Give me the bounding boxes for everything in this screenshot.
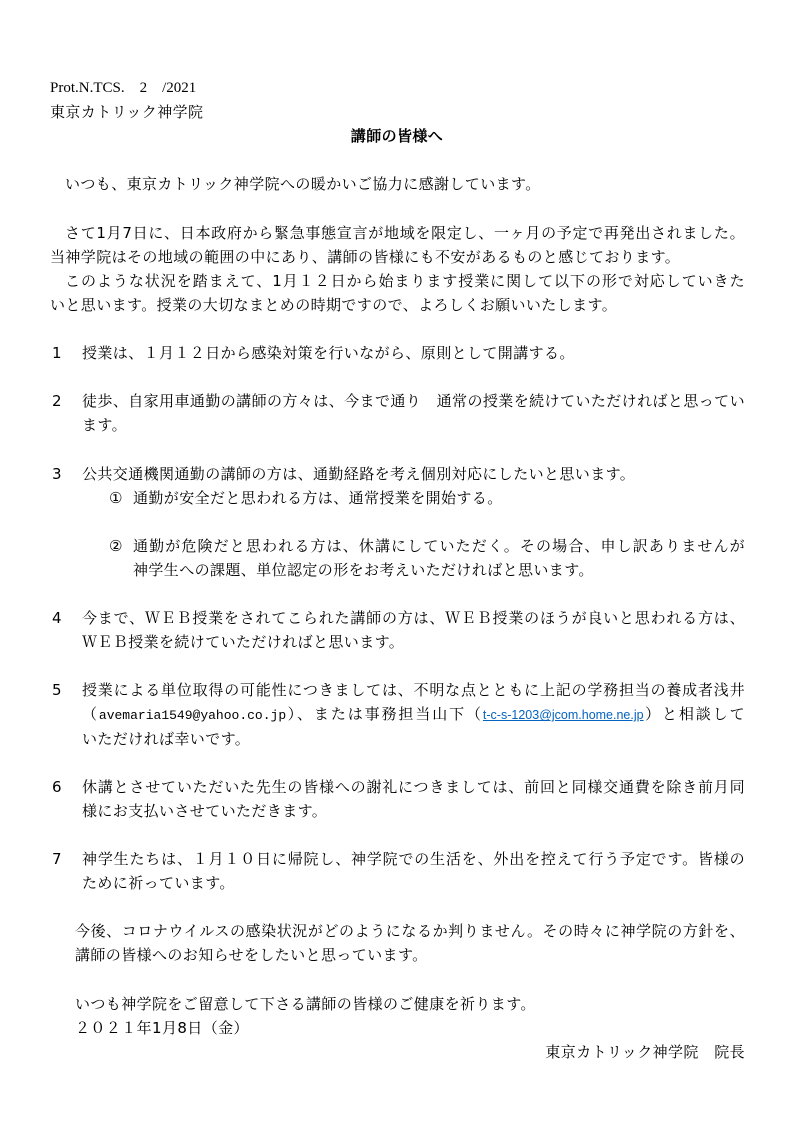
greeting-paragraph: いつも、東京カトリック神学院への暖かいご協力に感謝しています。 [65, 175, 541, 194]
list-item-3 [0, 462, 745, 486]
list-item-text: 徒歩、自家用車通勤の講師の方々は、今まで通り 通常の授業を続けていただければと思ってい [82, 392, 745, 411]
intro-line: このような状況を踏まえて、1月１２日から始まります授業に関して以下の形で対応していきた [65, 271, 745, 290]
list-item-7 [0, 847, 745, 871]
academic-contact-email: avemaria1549@yahoo.co.jp [98, 708, 287, 724]
list-item-text: 様にお支払いさせていただきます。 [82, 801, 328, 820]
list-item-text: ために祈っています。 [82, 874, 235, 893]
sender-institution: 東京カトリック神学院 [50, 103, 204, 122]
letter-title: 講師の皆様へ [350, 127, 444, 146]
list-item-6 [0, 775, 745, 799]
contact-middle-text: ）、または事務担当山下（ [286, 705, 483, 724]
list-item-number: 4 [52, 609, 62, 628]
signature: 東京カトリック神学院 院長 [545, 1042, 745, 1061]
list-item-1 [0, 341, 745, 365]
letter-date: ２０２１年1月8日（金） [75, 1018, 249, 1037]
blessing-line: いつも神学院をご留意して下さる講師の皆様のご健康を祈ります。 [75, 994, 536, 1013]
sub-item-1 [0, 486, 745, 510]
protocol-number: Prot.N.TCS. 2 /2021 [50, 80, 197, 96]
contact-line [0, 702, 745, 726]
list-item-2 [0, 389, 745, 413]
sub-item-text: 神学生への課題、単位認定の形をお考えいただければと思います。 [133, 560, 594, 579]
office-contact-email-link[interactable]: t-c-s-1203@jcom.home.ne.jp [482, 708, 644, 723]
list-item-number: 7 [52, 850, 62, 868]
list-item-text: 公共交通機関通勤の講師の方は、通勤経路を考え個別対応にしたいと思います。 [82, 464, 636, 483]
list-item-text: ＷＥＢ授業を続けていただければと思います。 [82, 633, 405, 652]
list-item-text: 授業は、１月１２日から感染対策を行いながら、原則として開講する。 [82, 344, 575, 363]
list-item-text: 今まで、ＷＥＢ授業をされてこられた講師の方は、ＷＥＢ授業のほうが良いと思われる方は、 [82, 609, 745, 628]
list-item-number: 5 [52, 681, 62, 700]
intro-line: さて1月7日に、日本政府から緊急事態宣言が地域を限定し、一ヶ月の予定で再発出されました。 [65, 223, 745, 242]
list-item-text: いただければ幸いです。 [82, 729, 251, 748]
sub-item-text: 通勤が危険だと思われる方は、休講にしていただく。その場合、申し訳ありませんが [133, 536, 745, 555]
sub-item-text: 通勤が安全だと思われる方は、通常授業を開始する。 [133, 488, 503, 507]
intro-line: いと思います。授業の大切なまとめの時期ですので、よろしくお願いいたします。 [50, 295, 618, 314]
list-item-5 [0, 678, 745, 702]
list-item-text: 休講とさせていただいた先生の皆様への謝礼につきましては、前回と同様交通費を除き前月同 [82, 777, 745, 796]
sub-item-marker: ① [109, 488, 123, 507]
list-item-number: 2 [52, 392, 62, 411]
intro-line: 当神学院はその地域の範囲の中にあり、講師の皆様にも不安があるものと感じております。 [50, 247, 681, 266]
paren-open: （ [82, 705, 99, 724]
list-item-number: 6 [52, 777, 62, 796]
list-item-4 [0, 606, 745, 630]
sub-item-marker: ② [109, 536, 123, 555]
list-item-number: 3 [52, 464, 62, 483]
list-item-text: ます。 [82, 416, 128, 435]
list-item-number: 1 [52, 344, 62, 363]
list-item-text: 授業による単位取得の可能性につきましては、不明な点とともに上記の学務担当の養成者浅井 [82, 681, 745, 700]
closing-line: 講師の皆様へのお知らせをしたいと思っています。 [75, 946, 428, 965]
sub-item-2 [0, 534, 745, 558]
contact-close-text: ）と相談して [643, 705, 745, 724]
list-item-text: 神学生たちは、１月１０日に帰院し、神学院での生活を、外出を控えて行う予定です。皆様の [82, 850, 745, 868]
closing-line: 今後、コロナウイルスの感染状況がどのようになるか判りません。その時々に神学院の方針を、 [75, 922, 745, 941]
